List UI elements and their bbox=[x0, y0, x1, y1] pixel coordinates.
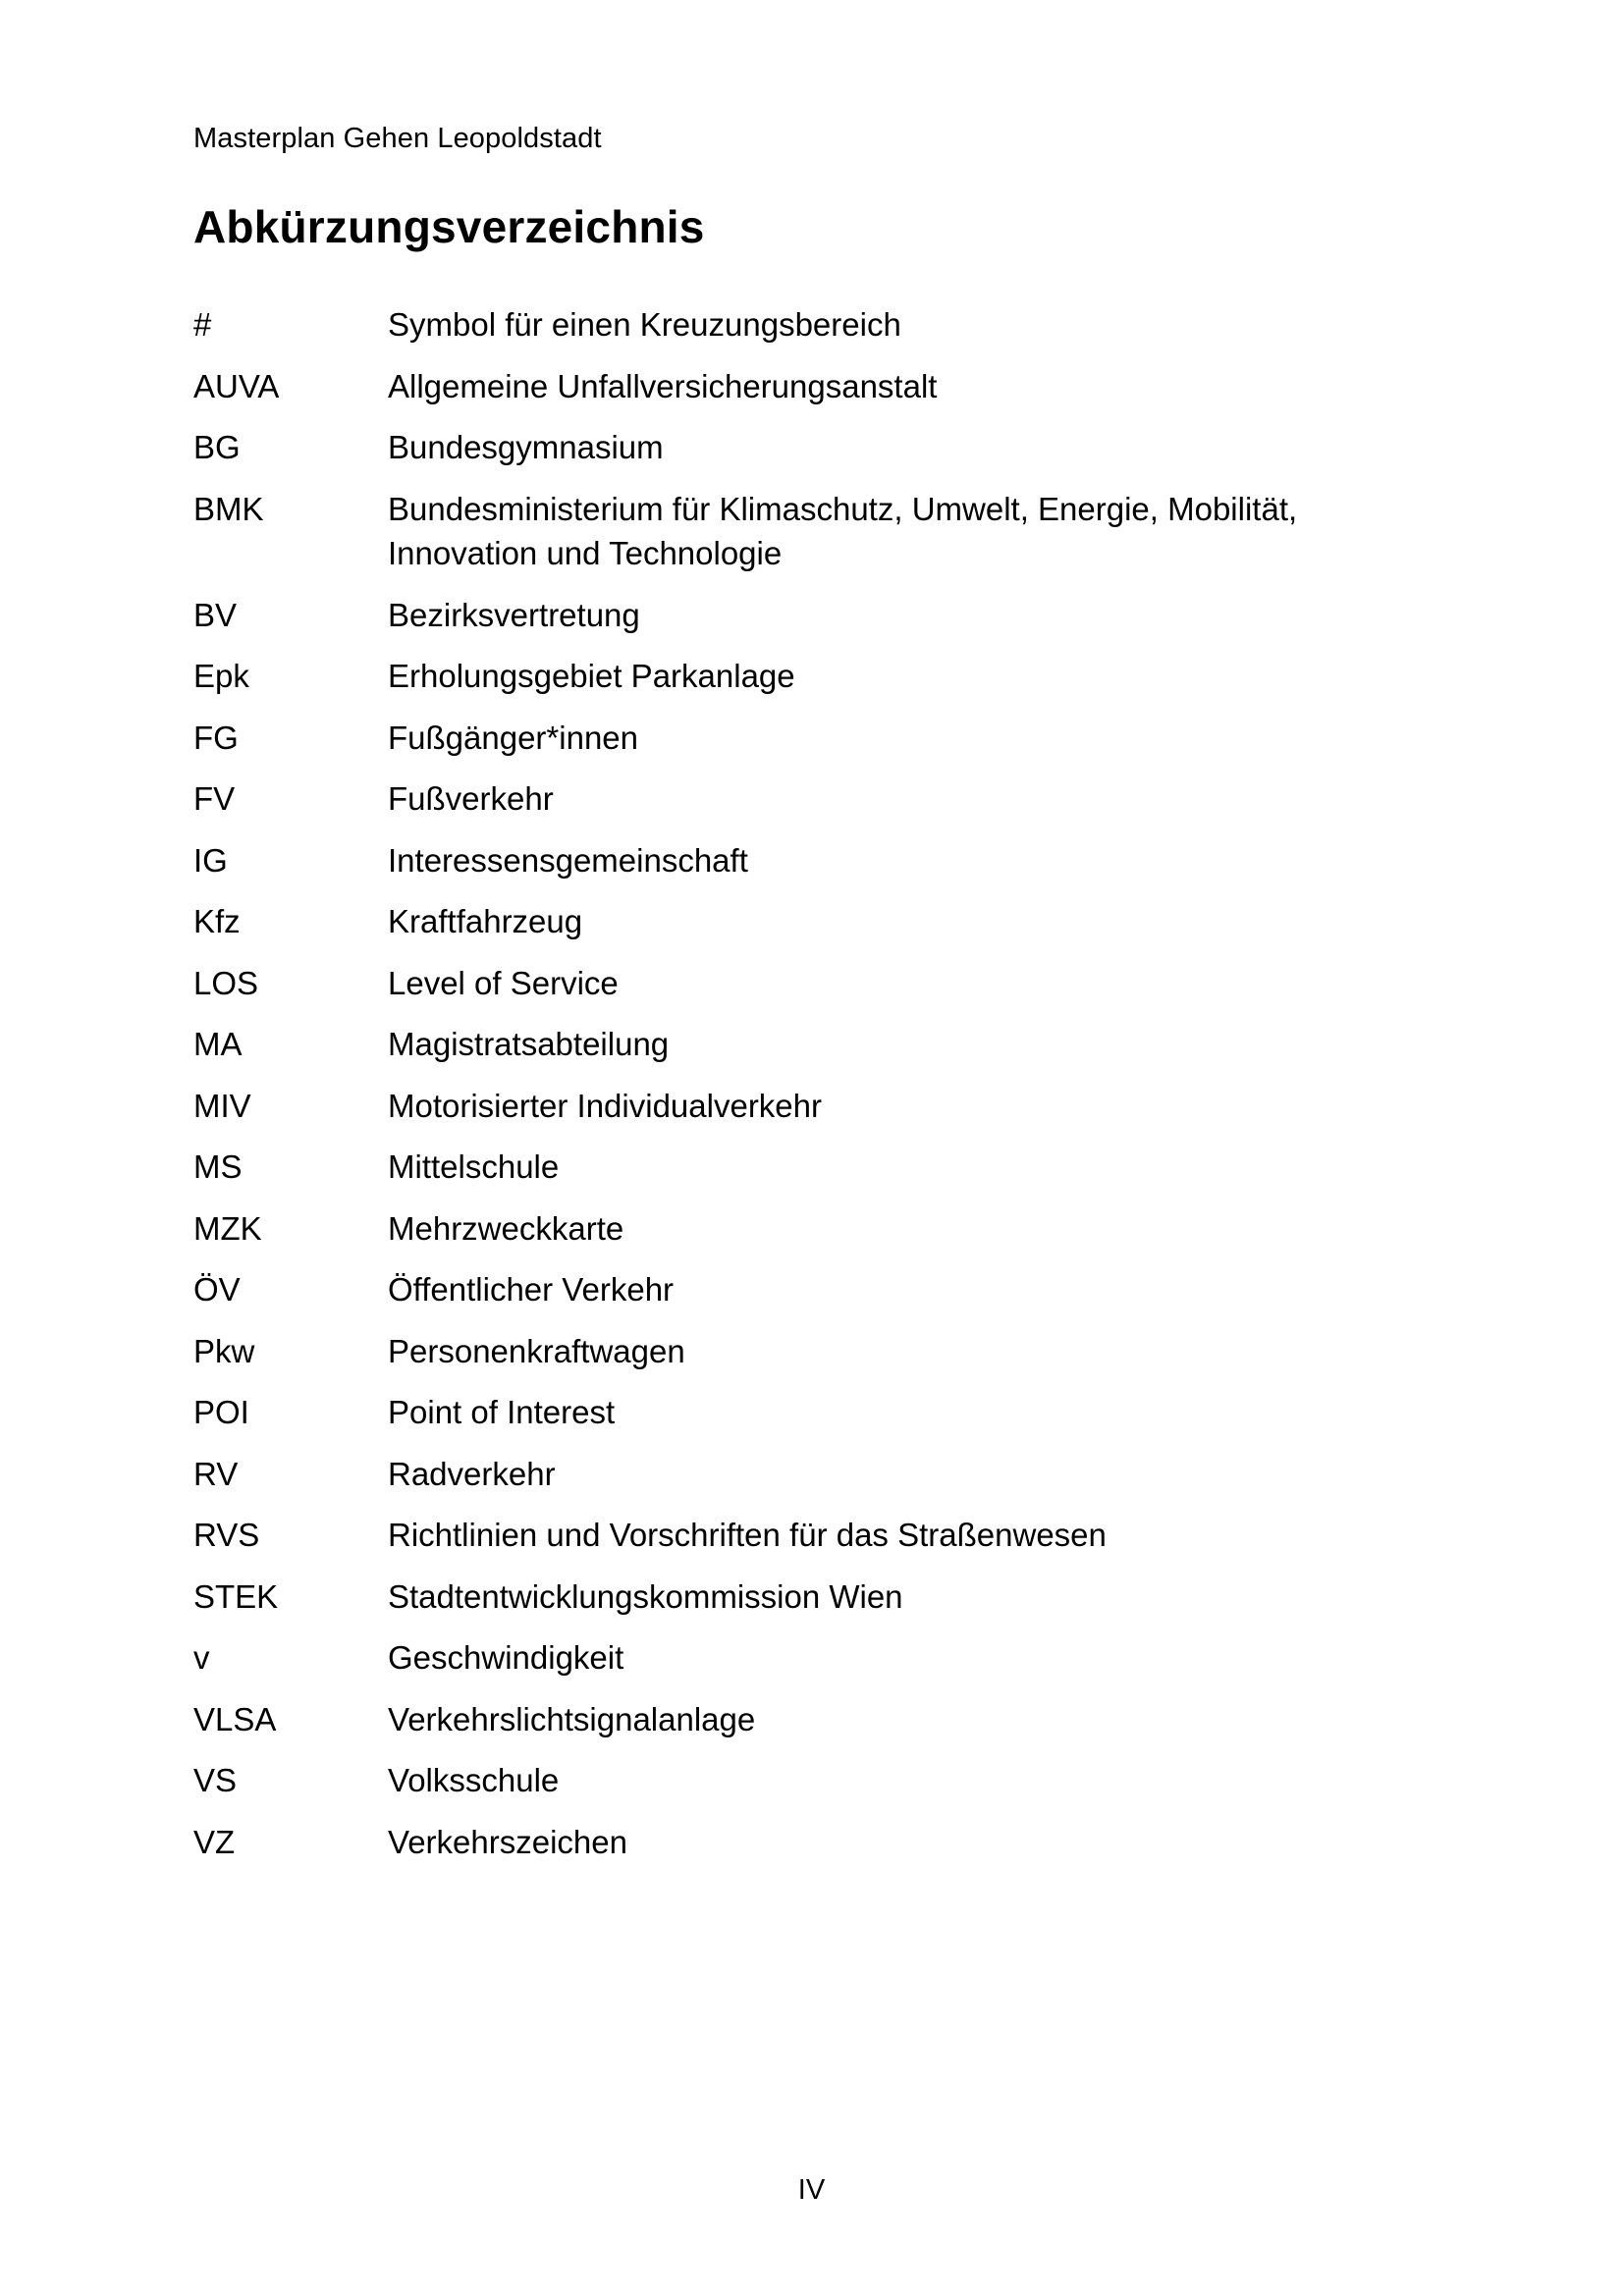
abbreviation-term: VS bbox=[193, 1762, 238, 1798]
abbreviation-term: FV bbox=[193, 780, 236, 817]
abbreviation-term: v bbox=[193, 1639, 210, 1676]
abbreviation-term: MZK bbox=[193, 1209, 262, 1247]
abbreviation-definition: Symbol für einen Kreuzungsbereich bbox=[388, 306, 901, 343]
abbreviation-definition: Fußgänger*innen bbox=[388, 719, 639, 756]
abbreviation-row bbox=[193, 961, 1431, 1023]
abbreviation-term: LOS bbox=[193, 964, 259, 1001]
abbreviation-row bbox=[193, 1084, 1431, 1146]
abbreviation-list bbox=[193, 302, 1431, 1881]
abbreviation-definition: Erholungsgebiet Parkanlage bbox=[388, 658, 795, 694]
abbreviation-row bbox=[193, 425, 1431, 487]
abbreviation-definition: Mittelschule bbox=[388, 1148, 560, 1185]
abbreviation-definition: Personenkraftwagen bbox=[388, 1332, 685, 1369]
abbreviation-row bbox=[193, 838, 1431, 900]
abbreviation-definition: Bundesgymnasium bbox=[388, 429, 664, 465]
abbreviation-term: VLSA bbox=[193, 1700, 277, 1737]
abbreviation-definition: Motorisierter Individualverkehr bbox=[388, 1087, 823, 1124]
abbreviation-row bbox=[193, 1758, 1431, 1820]
page-number: IV bbox=[797, 2174, 826, 2206]
abbreviation-definition: Point of Interest bbox=[388, 1394, 616, 1430]
abbreviation-definition: Verkehrszeichen bbox=[388, 1823, 627, 1860]
abbreviation-row bbox=[193, 1267, 1431, 1329]
abbreviation-definition: Interessensgemeinschaft bbox=[388, 841, 748, 879]
abbreviation-term: MS bbox=[193, 1148, 243, 1185]
abbreviation-row bbox=[193, 1329, 1431, 1391]
abbreviation-term: Epk bbox=[193, 658, 249, 694]
abbreviation-definition: Geschwindigkeit bbox=[388, 1639, 624, 1676]
abbreviation-definition: Allgemeine Unfallversicherungsanstalt bbox=[388, 367, 938, 404]
abbreviation-definition: Bezirksvertretung bbox=[388, 596, 640, 633]
abbreviation-term: RVS bbox=[193, 1517, 260, 1553]
abbreviation-row bbox=[193, 364, 1431, 426]
abbreviation-term: VZ bbox=[193, 1823, 236, 1860]
abbreviation-definition: Verkehrslichtsignalanlage bbox=[388, 1700, 756, 1737]
abbreviation-term: MA bbox=[193, 1026, 243, 1062]
abbreviation-row bbox=[193, 1390, 1431, 1452]
abbreviation-term: ÖV bbox=[193, 1271, 241, 1308]
abbreviation-term: AUVA bbox=[193, 367, 280, 404]
abbreviation-definition: Richtlinien und Vorschriften für das Straßenwesen bbox=[388, 1517, 1107, 1553]
abbreviation-term: BMK bbox=[193, 490, 264, 527]
abbreviation-row bbox=[193, 487, 1431, 593]
abbreviation-row bbox=[193, 776, 1431, 838]
abbreviation-row bbox=[193, 1206, 1431, 1268]
abbreviation-definition: Bundesministerium für Klimaschutz, Umwelt, Energie, Mobilität, Innovation und Technologie bbox=[388, 490, 1298, 571]
abbreviation-term: MIV bbox=[193, 1087, 251, 1124]
abbreviation-definition: Mehrzweckkarte bbox=[388, 1209, 624, 1247]
abbreviation-row bbox=[193, 1635, 1431, 1697]
abbreviation-row bbox=[193, 1022, 1431, 1084]
abbreviation-term: STEK bbox=[193, 1577, 279, 1615]
abbreviation-row bbox=[193, 899, 1431, 961]
abbreviation-definition: Stadtentwicklungskommission Wien bbox=[388, 1577, 903, 1615]
abbreviation-definition: Kraftfahrzeug bbox=[388, 903, 583, 939]
abbreviation-row bbox=[193, 1575, 1431, 1636]
abbreviation-row bbox=[193, 1820, 1431, 1882]
abbreviation-term: BG bbox=[193, 429, 241, 465]
abbreviation-term: BV bbox=[193, 596, 238, 633]
abbreviation-definition: Fußverkehr bbox=[388, 780, 554, 817]
abbreviation-term: POI bbox=[193, 1394, 249, 1430]
abbreviation-term: Pkw bbox=[193, 1332, 255, 1369]
abbreviation-row bbox=[193, 1145, 1431, 1206]
abbreviation-row bbox=[193, 654, 1431, 716]
abbreviation-row bbox=[193, 1513, 1431, 1575]
abbreviation-definition: Radverkehr bbox=[388, 1455, 556, 1492]
page-title: Abkürzungsverzeichnis bbox=[193, 201, 705, 252]
abbreviation-term: Kfz bbox=[193, 903, 241, 939]
abbreviation-definition: Volksschule bbox=[388, 1762, 560, 1798]
abbreviation-row bbox=[193, 716, 1431, 777]
abbreviation-row bbox=[193, 1452, 1431, 1514]
abbreviation-definition: Magistratsabteilung bbox=[388, 1026, 670, 1062]
abbreviation-row bbox=[193, 1697, 1431, 1759]
abbreviation-term: FG bbox=[193, 719, 239, 756]
abbreviation-term: # bbox=[193, 306, 212, 343]
abbreviation-row bbox=[193, 302, 1431, 364]
abbreviation-definition: Öffentlicher Verkehr bbox=[388, 1271, 675, 1308]
abbreviation-term: IG bbox=[193, 841, 228, 879]
running-header: Masterplan Gehen Leopoldstadt bbox=[193, 123, 602, 154]
abbreviation-term: RV bbox=[193, 1455, 239, 1492]
abbreviation-definition: Level of Service bbox=[388, 964, 619, 1001]
abbreviation-row bbox=[193, 593, 1431, 655]
